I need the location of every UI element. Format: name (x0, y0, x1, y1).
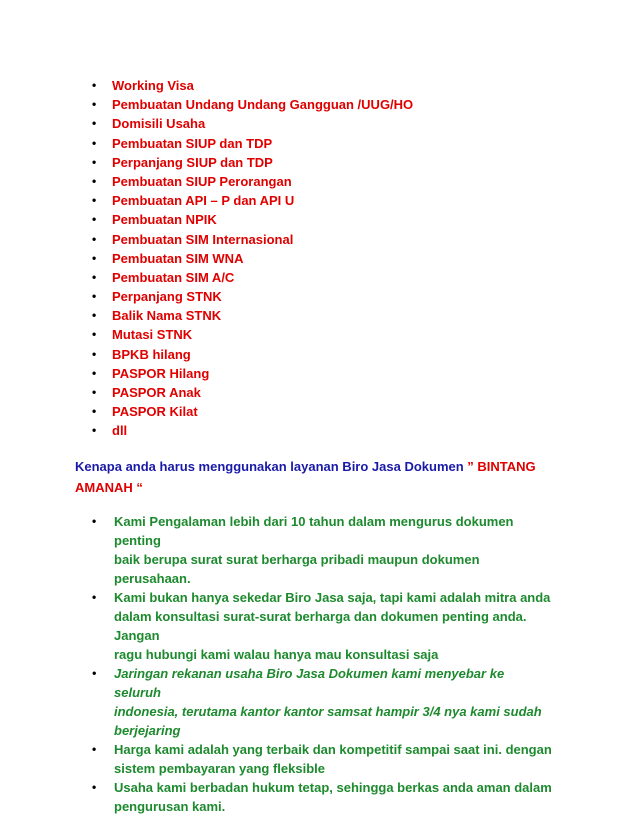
reason-item (92, 778, 552, 816)
bullet-icon: • (92, 666, 97, 680)
bullet-icon: • (92, 154, 97, 169)
service-label: Domisili Usaha (112, 116, 206, 132)
service-item (92, 172, 552, 191)
bullet-icon: • (92, 742, 97, 756)
service-item (92, 325, 552, 344)
service-item (92, 249, 552, 268)
service-item (92, 191, 552, 210)
bullet-icon: • (92, 385, 97, 399)
bullet-icon: • (92, 193, 97, 208)
reason-item (92, 512, 552, 588)
bullet-icon: • (92, 423, 97, 438)
service-label: Pembuatan API – P dan API U (112, 193, 295, 209)
bullet-icon: • (92, 173, 97, 188)
service-label: PASPOR Hilang (112, 365, 210, 381)
bullet-icon: • (92, 78, 97, 92)
service-item (92, 345, 552, 364)
service-item (92, 76, 552, 95)
service-label: Pembuatan SIM A/C (112, 269, 235, 285)
bullet-icon: • (92, 212, 97, 227)
reason-line: sistem pembayaran yang fleksible (114, 761, 325, 776)
reason-item (92, 588, 552, 664)
service-item (92, 421, 552, 440)
service-item (92, 383, 552, 402)
bullet-icon: • (92, 365, 97, 380)
reason-line: Usaha kami berbadan hukum tetap, sehingga berkas anda aman dalam (114, 780, 552, 795)
bullet-icon: • (92, 404, 97, 419)
bullet-icon: • (92, 308, 97, 323)
service-label: Pembuatan SIUP dan TDP (112, 135, 273, 151)
services-list (92, 76, 552, 441)
service-label: Balik Nama STNK (112, 308, 222, 324)
reason-line: pengurusan kami. (114, 799, 226, 814)
bullet-icon: • (92, 250, 97, 265)
reason-line: dalam konsultasi surat-surat berharga dan dokumen penting anda. Jangan (114, 609, 527, 643)
bullet-icon: • (92, 97, 97, 112)
question-text: Kenapa anda harus menggunakan layanan Biro Jasa Dokumen (75, 459, 468, 474)
service-label: Pembuatan SIM Internasional (112, 231, 294, 247)
reason-line: Jaringan rekanan usaha Biro Jasa Dokumen kami menyebar ke seluruh (114, 666, 505, 700)
service-item (92, 134, 552, 153)
reason-line: ragu hubungi kami walau hanya mau konsultasi saja (114, 647, 439, 662)
service-label: Pembuatan Undang Undang Gangguan /UUG/HO (112, 97, 414, 113)
bullet-icon: • (92, 289, 97, 304)
bullet-icon: • (92, 346, 97, 361)
reasons-list (92, 512, 552, 816)
service-item (92, 210, 552, 229)
reason-line: indonesia, terutama kantor kantor samsat hampir 3/4 nya kami sudah (114, 704, 542, 719)
bullet-icon: • (92, 590, 97, 604)
service-item (92, 402, 552, 421)
service-item (92, 268, 552, 287)
reason-line: berjejaring (114, 723, 181, 738)
service-label: PASPOR Anak (112, 385, 201, 400)
service-label: Mutasi STNK (112, 327, 193, 343)
service-label: Perpanjang STNK (112, 289, 222, 305)
bullet-icon: • (92, 231, 97, 246)
service-label: Perpanjang SIUP dan TDP (112, 154, 273, 170)
reason-line: Kami bukan hanya sekedar Biro Jasa saja, tapi kami adalah mitra anda (114, 590, 551, 605)
bullet-icon: • (92, 269, 97, 284)
brand-name: ” BINTANG AMANAH “ (75, 459, 536, 495)
service-label: PASPOR Kilat (112, 404, 198, 420)
service-label: Working Visa (112, 78, 194, 93)
bullet-icon: • (92, 327, 97, 342)
bullet-icon: • (92, 116, 97, 131)
reason-line: Kami Pengalaman lebih dari 10 tahun dalam mengurus dokumen penting (114, 514, 514, 548)
service-item (92, 230, 552, 249)
why-choose-heading (75, 456, 545, 498)
bullet-icon: • (92, 135, 97, 150)
reason-line: baik berupa surat surat berharga pribadi maupun dokumen perusahaan. (114, 552, 480, 586)
service-item (92, 287, 552, 306)
reason-item (92, 740, 552, 778)
bullet-icon: • (92, 780, 97, 794)
service-label: dll (112, 423, 128, 439)
service-item (92, 153, 552, 172)
service-item (92, 95, 552, 114)
reason-line: Harga kami adalah yang terbaik dan kompetitif sampai saat ini. dengan (114, 742, 552, 757)
service-item (92, 114, 552, 133)
service-item (92, 364, 552, 383)
bullet-icon: • (92, 514, 97, 528)
service-item (92, 306, 552, 325)
service-label: Pembuatan SIM WNA (112, 250, 244, 266)
service-label: BPKB hilang (112, 346, 191, 362)
service-label: Pembuatan SIUP Perorangan (112, 173, 292, 189)
service-label: Pembuatan NPIK (112, 212, 217, 228)
reason-item (92, 664, 552, 740)
